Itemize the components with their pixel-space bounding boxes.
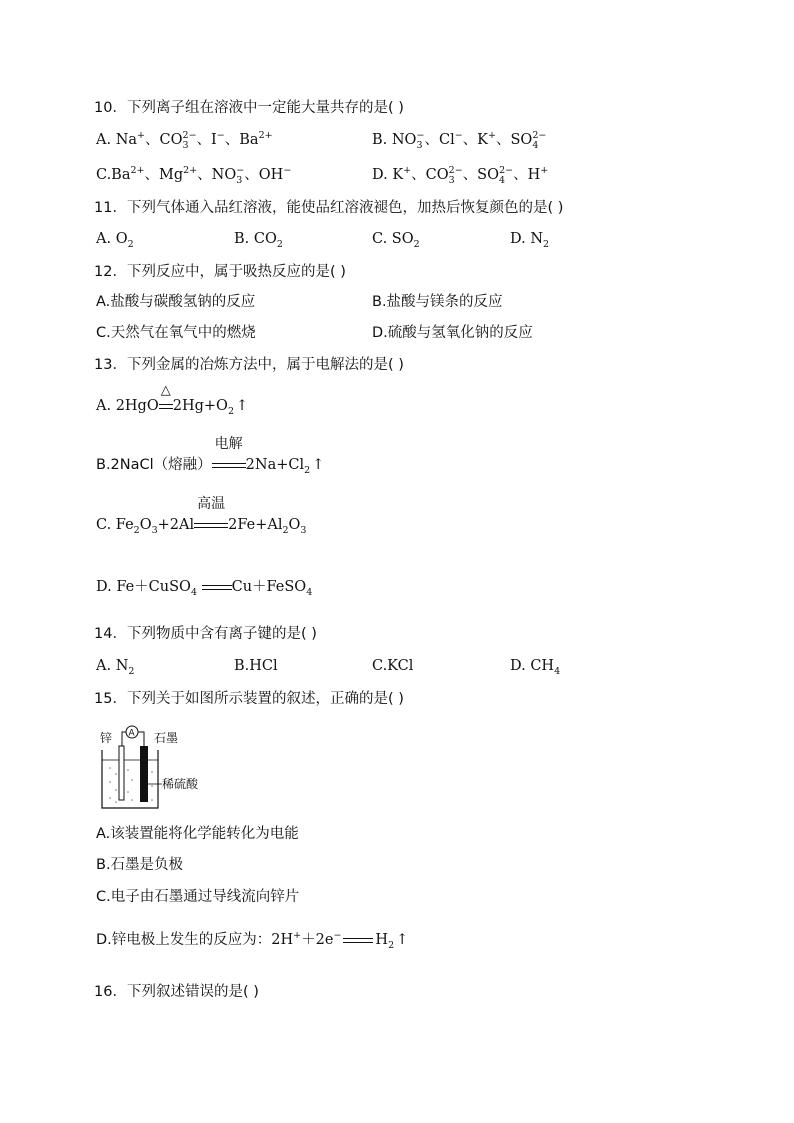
beaker-icon — [102, 750, 158, 808]
q14-stem: 14．下列物质中含有离子键的是( ) — [94, 626, 317, 642]
q10-option-b: B. $NO_3^-$、Cl−、K+、$SO_4^{2-}$ — [372, 130, 547, 151]
q14-option-c: C.KCl — [372, 658, 414, 674]
q10-option-a: A. Na+、$CO_3^{2-}$、I−、$Ba^{2+}$ — [96, 130, 273, 151]
zinc-electrode — [119, 746, 124, 800]
q15-option-d: D.锌电极上发生的反应为：2H+＋2e− $H_2$ ↑ — [96, 930, 409, 951]
q13-stem: 13．下列金属的冶炼方法中，属于电解法的是( ) — [94, 357, 404, 373]
q14-option-a: A. $N_2$ — [96, 658, 135, 677]
q11-option-b: B. $CO_2$ — [234, 231, 283, 250]
q11-option-c: C. $SO_2$ — [372, 231, 420, 250]
zinc-label: 锌 — [100, 731, 113, 745]
q11-option-d: D. $N_2$ — [510, 231, 550, 250]
graphite-label: 石墨 — [154, 731, 179, 745]
q10-option-c: $C.Ba^{2+}$、$Mg^{2+}$、$NO_3^-$、OH− — [96, 165, 292, 186]
q14-option-d: D. $CH_4$ — [510, 658, 561, 677]
q10-option-d: D. K+、$CO_3^{2-}$、$SO_4^{2-}$、H+ — [372, 165, 549, 186]
q13-option-c: C. $Fe_2O_3+2Al$ 高温 $2Fe+Al_2O_3$ — [96, 496, 307, 536]
q13-option-d: D. Fe＋CuSO$_4$ Cu＋FeSO$_4$ — [96, 579, 313, 598]
q15-option-c: C.电子由石墨通过导线流向锌片 — [96, 889, 300, 905]
q15-option-a: A.该装置能将化学能转化为电能 — [96, 826, 299, 842]
q12-option-b: B.盐酸与镁条的反应 — [372, 294, 503, 310]
q12-option-d: D.硫酸与氢氧化钠的反应 — [372, 325, 533, 341]
acid-label: 稀硫酸 — [162, 777, 199, 791]
galvanic-cell-figure — [98, 722, 218, 812]
q13-option-b: B.2NaCl（熔融） 电解 $2Na+Cl_2$ ↑ — [96, 436, 325, 476]
q16-stem: 16．下列叙述错误的是( ) — [94, 984, 259, 1000]
q12-option-c: C.天然气在氧气中的燃烧 — [96, 325, 256, 341]
q12-stem: 12．下列反应中，属于吸热反应的是( ) — [94, 264, 346, 280]
q11-option-a: A. $O_2$ — [96, 231, 134, 250]
q14-option-b: B.HCl — [234, 658, 278, 674]
q11-stem: 11．下列气体通入品红溶液，能使品红溶液褪色，加热后恢复颜色的是( ) — [94, 200, 564, 216]
q13-option-a: A. 2HgO △ $2Hg+O_2$ ↑ — [96, 383, 249, 417]
svg-text:A: A — [128, 728, 135, 739]
q15-option-b: B.石墨是负极 — [96, 857, 184, 873]
q10-stem: 10．下列离子组在溶液中一定能大量共存的是( ) — [94, 100, 404, 116]
q12-option-a: A.盐酸与碳酸氢钠的反应 — [96, 294, 256, 310]
q15-stem: 15．下列关于如图所示装置的叙述，正确的是( ) — [94, 691, 404, 707]
graphite-electrode — [140, 746, 148, 802]
